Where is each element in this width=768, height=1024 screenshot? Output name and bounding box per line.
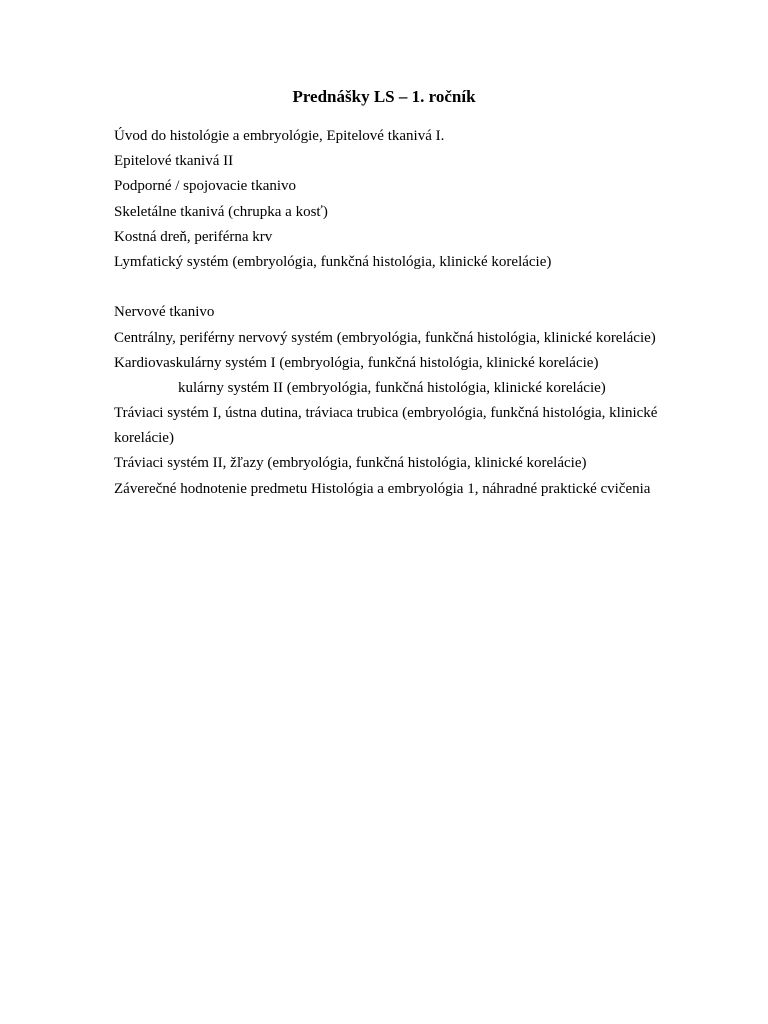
lecture-line: Tráviaci systém II, žľazy (embryológia, funkčná histológia, klinické korelácie) — [114, 455, 587, 472]
document-title: Prednášky LS – 1. ročník — [292, 87, 476, 106]
lecture-line: Skeletálne tkanivá (chrupka a kosť) — [114, 203, 328, 220]
lecture-line: Epitelové tkanivá II — [114, 153, 234, 170]
lecture-line: Centrálny, periférny nervový systém (embryológia, funkčná histológia, klinické korelácie) — [114, 329, 656, 346]
lecture-line: Záverečné hodnotenie predmetu Histológia a embryológia 1, náhradné praktické cvičenia — [114, 480, 651, 497]
lecture-line: Kardiovaskulárny systém I (embryológia, funkčná histológia, klinické korelácie) — [114, 354, 599, 371]
blank-line — [114, 275, 714, 300]
lecture-line: Nervové tkanivo — [114, 304, 215, 321]
lecture-line-continuation: korelácie) — [114, 430, 174, 447]
lecture-line: Úvod do histológie a embryológie, Epitelové tkanivá I. — [114, 128, 445, 144]
lecture-line: Kostná dreň, periférna krv — [114, 228, 273, 245]
lecture-line: kulárny systém II (embryológia, funkčná histológia, klinické korelácie) — [178, 379, 606, 396]
lecture-line: Lymfatický systém (embryológia, funkčná histológia, klinické korelácie) — [114, 253, 552, 270]
lecture-line: Podporné / spojovacie tkanivo — [114, 178, 297, 195]
lecture-line: Tráviaci systém I, ústna dutina, tráviaca trubica (embryológia, funkčná histológia, klinické — [114, 405, 658, 422]
lecture-list — [114, 124, 714, 502]
